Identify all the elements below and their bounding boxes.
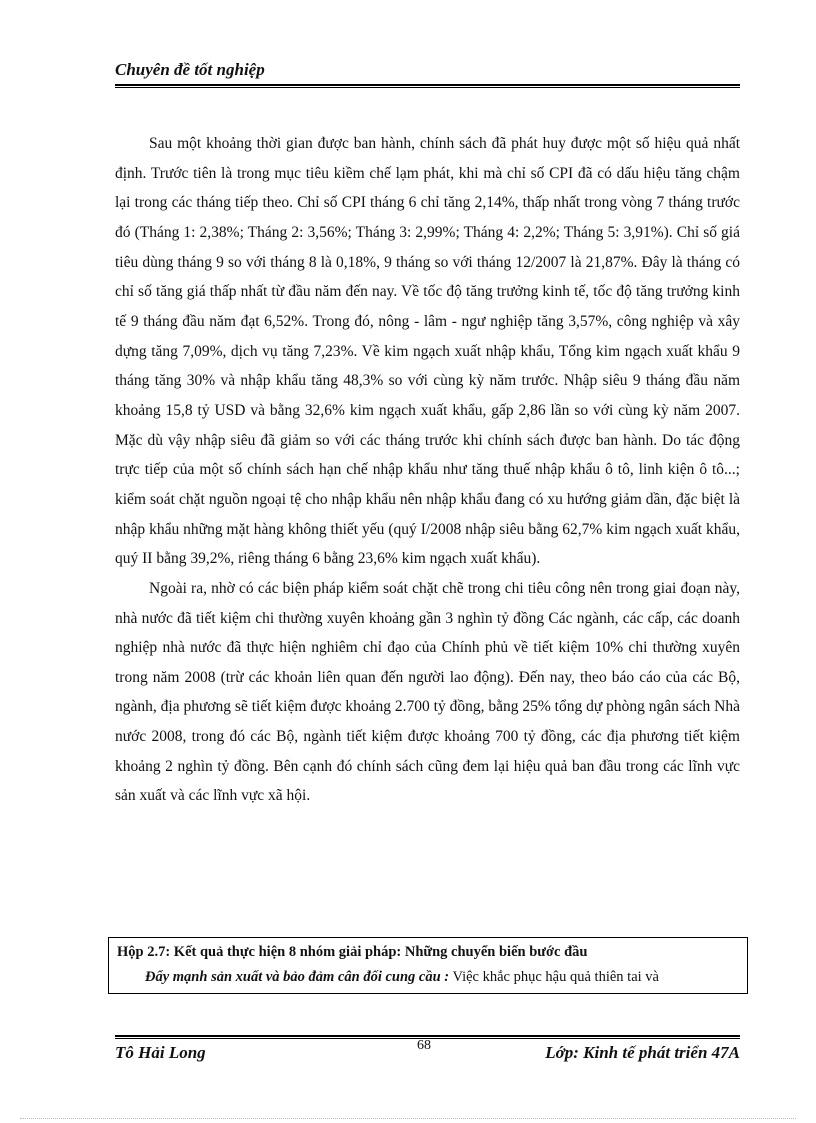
header-divider [115,84,740,86]
box-content [109,965,747,990]
box-title: Hộp 2.7: Kết quả thực hiện 8 nhóm giải pháp: Những chuyển biến bước đầu [117,944,588,960]
box-lead: Đẩy mạnh sản xuất và bảo đảm cân đối cung cầu : [145,969,450,985]
footer-class: Lớp: Kinh tế phát triển 47A [545,1043,740,1062]
footer-divider [115,1035,740,1037]
footer-author: Tô Hải Long [115,1043,206,1062]
body-text [115,129,740,811]
paragraph-1: Sau một khoảng thời gian được ban hành, chính sách đã phát huy được một số hiệu quả nhất định. Trước tiên là trong mục tiêu kiềm chế lạm phát, khi mà chỉ số CPI đã có dấu hiệu tăng chậm lại trong các tháng tiếp theo. Chỉ số CPI tháng 6 chỉ tăng 2,14%, thấp nhất trong vòng 7 tháng trước đó (Tháng 1: 2,38%; Tháng 2: 3,56%; Tháng 3: 2,99%; Tháng 4: 2,2%; Tháng 5: 3,91%). Chỉ số giá tiêu dùng tháng 9 so với tháng 8 là 0,18%, 9 tháng so với tháng 12/2007 là 21,87%. Đây là tháng có chỉ số tăng giá thấp nhất từ đầu năm đến nay. Về tốc độ tăng trưởng kinh tế, tốc độ tăng trưởng kinh tế 9 tháng đầu năm đạt 6,52%. Trong đó, nông - lâm - ngư nghiệp tăng 3,57%, công nghiệp và xây dựng tăng 7,09%, dịch vụ tăng 7,23%. Về kim ngạch xuất nhập khẩu, Tổng kim ngạch xuất khẩu 9 tháng tăng 30% và nhập khẩu tăng 48,3% so với cùng kỳ năm trước. Nhập siêu 9 tháng đầu năm khoảng 15,8 tỷ USD và bằng 32,6% kim ngạch xuất khẩu, gấp 2,86 lần so với cùng kỳ năm 2007. Mặc dù vậy nhập siêu đã giảm so với các tháng trước khi chính sách được ban hành. Do tác động trực tiếp của một số chính sách hạn chế nhập khẩu như tăng thuế nhập khẩu ô tô, linh kiện ô tô...; kiểm soát chặt nguồn ngoại tệ cho nhập khẩu nên nhập khẩu đang có xu hướng giảm dần, đặc biệt là nhập khẩu những mặt hàng không thiết yếu (quý I/2008 nhập siêu bằng 62,7% kim ngạch xuất khẩu, quý II bằng 39,2%, riêng tháng 6 bằng 23,6% kim ngạch xuất khẩu). [115,135,740,568]
page-number: 68 [417,1038,431,1053]
page-bottom-border [20,1118,796,1119]
document-header-title: Chuyên đề tốt nghiệp [115,60,265,79]
info-box [108,937,748,994]
paragraph-2: Ngoài ra, nhờ có các biện pháp kiểm soát chặt chẽ trong chi tiêu công nên trong giai đoạn này, nhà nước đã tiết kiệm chi thường xuyên khoảng gần 3 nghìn tỷ đồng Các ngành, các cấp, các doanh nghiệp nhà nước đã thực hiện nghiêm chỉ đạo của Chính phủ về tiết kiệm 10% chi thường xuyên trong năm 2008 (trừ các khoản liên quan đến người lao động). Đến nay, theo báo cáo của các Bộ, ngành, địa phương sẽ tiết kiệm được khoảng 2.700 tỷ đồng, bằng 25% tổng dự phòng ngân sách Nhà nước 2008, trong đó các Bộ, ngành tiết kiệm được khoảng 700 tỷ đồng, các địa phương tiết kiệm khoảng 2 nghìn tỷ đồng. Bên cạnh đó chính sách cũng đem lại hiệu quả ban đầu trong các lĩnh vực sản xuất và các lĩnh vực xã hội. [115,579,740,805]
header-divider-thin [115,87,740,88]
box-text: Việc khắc phục hậu quả thiên tai và [449,969,659,985]
